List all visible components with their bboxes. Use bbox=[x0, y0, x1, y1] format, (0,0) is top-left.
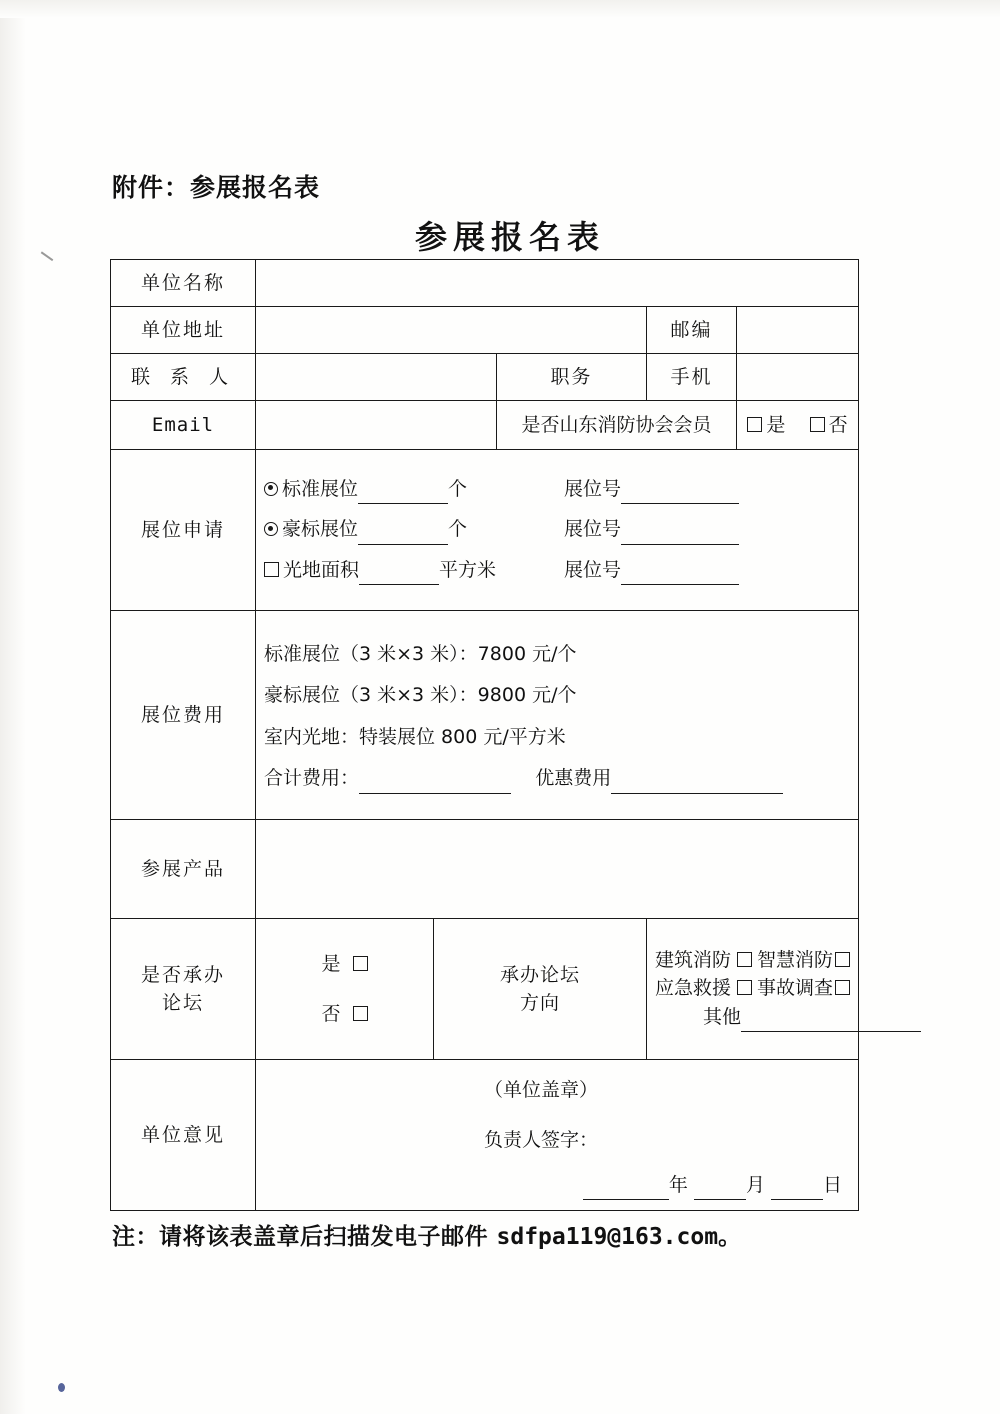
input-postcode[interactable] bbox=[737, 307, 859, 354]
label-forum-direction bbox=[434, 919, 647, 1060]
booth-apply-line-rawspace bbox=[264, 556, 850, 586]
forum-option-smart[interactable] bbox=[757, 946, 850, 975]
label-fee-discount: 优惠费用 bbox=[535, 767, 612, 789]
label-contact: 联 系 人 bbox=[111, 354, 256, 401]
footer-note-email: sdfpa119@163.com bbox=[496, 1224, 719, 1250]
label-forum-rescue: 应急救援 bbox=[655, 977, 732, 1000]
input-products[interactable] bbox=[256, 820, 859, 919]
label-member-no: 否 bbox=[828, 413, 848, 436]
input-fee-discount[interactable] bbox=[611, 764, 783, 794]
table-row-booth-fee bbox=[111, 611, 859, 820]
table-row-products bbox=[111, 820, 859, 919]
checkbox-forum-rescue[interactable] bbox=[737, 980, 752, 995]
label-deluxe-booth: 豪标展位 bbox=[282, 518, 359, 541]
label-member-question: 是否山东消防协会会员 bbox=[497, 401, 737, 450]
checkbox-forum-no[interactable] bbox=[353, 1006, 368, 1021]
label-member-yes: 是 bbox=[766, 413, 786, 436]
label-postcode: 邮编 bbox=[647, 307, 737, 354]
checkbox-raw-space[interactable] bbox=[264, 562, 279, 577]
forum-option-other bbox=[655, 1003, 850, 1033]
label-forum-building: 建筑消防 bbox=[655, 948, 732, 971]
label-mobile: 手机 bbox=[647, 354, 737, 401]
member-choice-group[interactable] bbox=[737, 401, 859, 450]
fee-line-deluxe: 豪标展位（3 米×3 米）：9800 元/个 bbox=[264, 684, 577, 706]
forum-no-row[interactable] bbox=[264, 1000, 425, 1029]
label-forum-no: 否 bbox=[321, 1003, 341, 1025]
label-booth-fee: 展位费用 bbox=[111, 611, 256, 820]
table-row-unit-name bbox=[111, 260, 859, 307]
input-email[interactable] bbox=[256, 401, 497, 450]
booth-apply-cell bbox=[256, 450, 859, 611]
label-position: 职务 bbox=[497, 354, 647, 401]
label-forum-yes: 是 bbox=[321, 952, 341, 975]
label-raw-space: 光地面积 bbox=[283, 558, 360, 581]
label-signature: 负责人签字： bbox=[484, 1129, 599, 1151]
table-row-opinion bbox=[111, 1060, 859, 1211]
unit-standard-booth: 个 bbox=[448, 477, 468, 500]
table-row-forum bbox=[111, 919, 859, 1060]
checkbox-member-no[interactable] bbox=[810, 417, 825, 432]
signature-row[interactable] bbox=[484, 1126, 598, 1155]
checkbox-forum-investigation[interactable] bbox=[835, 980, 850, 995]
input-unit-address[interactable] bbox=[256, 307, 647, 354]
footer-note bbox=[112, 1218, 742, 1251]
table-row-booth-apply bbox=[111, 450, 859, 611]
scan-artifact-dot bbox=[58, 1383, 65, 1392]
label-unit-name: 单位名称 bbox=[111, 260, 256, 307]
input-mobile[interactable] bbox=[737, 354, 859, 401]
label-year: 年 bbox=[668, 1173, 688, 1196]
input-fee-total[interactable] bbox=[359, 764, 511, 794]
footer-note-text: 注：请将该表盖章后扫描发电子邮件 bbox=[112, 1224, 497, 1250]
label-forum-direction-line2: 方向 bbox=[519, 992, 560, 1014]
label-email: Email bbox=[111, 401, 256, 450]
label-forum-host-line2: 论坛 bbox=[161, 992, 204, 1014]
label-booth-no-deluxe: 展位号 bbox=[564, 518, 622, 541]
label-forum-direction-line1: 承办论坛 bbox=[499, 963, 580, 986]
booth-apply-line-deluxe bbox=[264, 515, 850, 545]
scan-edge-top bbox=[0, 0, 1000, 18]
checkbox-member-yes[interactable] bbox=[747, 417, 762, 432]
fee-line-rawspace: 室内光地：特装展位 800 元/平方米 bbox=[264, 725, 566, 748]
fee-total-row bbox=[264, 764, 850, 794]
booth-apply-line-standard bbox=[264, 475, 850, 505]
label-forum-host bbox=[111, 919, 256, 1060]
label-booth-no-standard: 展位号 bbox=[564, 477, 622, 500]
checkbox-forum-building[interactable] bbox=[737, 952, 752, 967]
forum-option-building[interactable] bbox=[655, 946, 757, 975]
input-forum-other[interactable] bbox=[741, 1003, 921, 1033]
forum-option-rescue[interactable] bbox=[655, 974, 757, 1003]
table-row-contact bbox=[111, 354, 859, 401]
table-row-unit-address bbox=[111, 307, 859, 354]
forum-yes-row[interactable] bbox=[264, 950, 425, 979]
input-contact[interactable] bbox=[256, 354, 497, 401]
label-month: 月 bbox=[745, 1173, 765, 1196]
forum-options-cell bbox=[647, 919, 859, 1060]
label-fee-total: 合计费用： bbox=[264, 767, 360, 789]
label-day: 日 bbox=[823, 1173, 843, 1196]
label-forum-other: 其他 bbox=[703, 1005, 742, 1028]
page-title: 参展报名表 bbox=[414, 218, 605, 256]
opinion-cell[interactable] bbox=[256, 1060, 859, 1211]
unit-deluxe-booth: 个 bbox=[448, 518, 468, 541]
radio-standard-booth[interactable] bbox=[264, 482, 278, 496]
radio-deluxe-booth[interactable] bbox=[264, 522, 278, 536]
label-opinion: 单位意见 bbox=[111, 1060, 256, 1211]
seal-hint: （单位盖章） bbox=[484, 1079, 599, 1101]
label-booth-apply: 展位申请 bbox=[111, 450, 256, 611]
checkbox-forum-yes[interactable] bbox=[353, 956, 368, 971]
label-booth-no-rawspace: 展位号 bbox=[564, 558, 622, 581]
attachment-label: 附件：参展报名表 bbox=[112, 173, 321, 202]
label-forum-smart: 智慧消防 bbox=[757, 948, 834, 971]
unit-raw-space: 平方米 bbox=[439, 558, 497, 581]
label-forum-host-line1: 是否承办 bbox=[140, 963, 225, 986]
label-standard-booth: 标准展位 bbox=[282, 477, 359, 500]
footer-note-end: 。 bbox=[718, 1224, 742, 1250]
fee-line-standard: 标准展位（3 米×3 米）：7800 元/个 bbox=[264, 642, 577, 665]
forum-option-row-2 bbox=[655, 974, 850, 1003]
forum-yesno-group[interactable] bbox=[256, 919, 434, 1060]
registration-form-table bbox=[110, 259, 859, 1211]
label-unit-address: 单位地址 bbox=[111, 307, 256, 354]
table-row-email bbox=[111, 401, 859, 450]
date-row[interactable] bbox=[583, 1171, 842, 1201]
input-unit-name[interactable] bbox=[256, 260, 859, 307]
booth-fee-cell bbox=[256, 611, 859, 820]
checkbox-forum-smart[interactable] bbox=[835, 952, 850, 967]
forum-option-investigation[interactable] bbox=[757, 974, 850, 1003]
label-products: 参展产品 bbox=[111, 820, 256, 919]
label-forum-investigation: 事故调查 bbox=[757, 977, 834, 1000]
forum-option-row-1 bbox=[655, 946, 850, 975]
